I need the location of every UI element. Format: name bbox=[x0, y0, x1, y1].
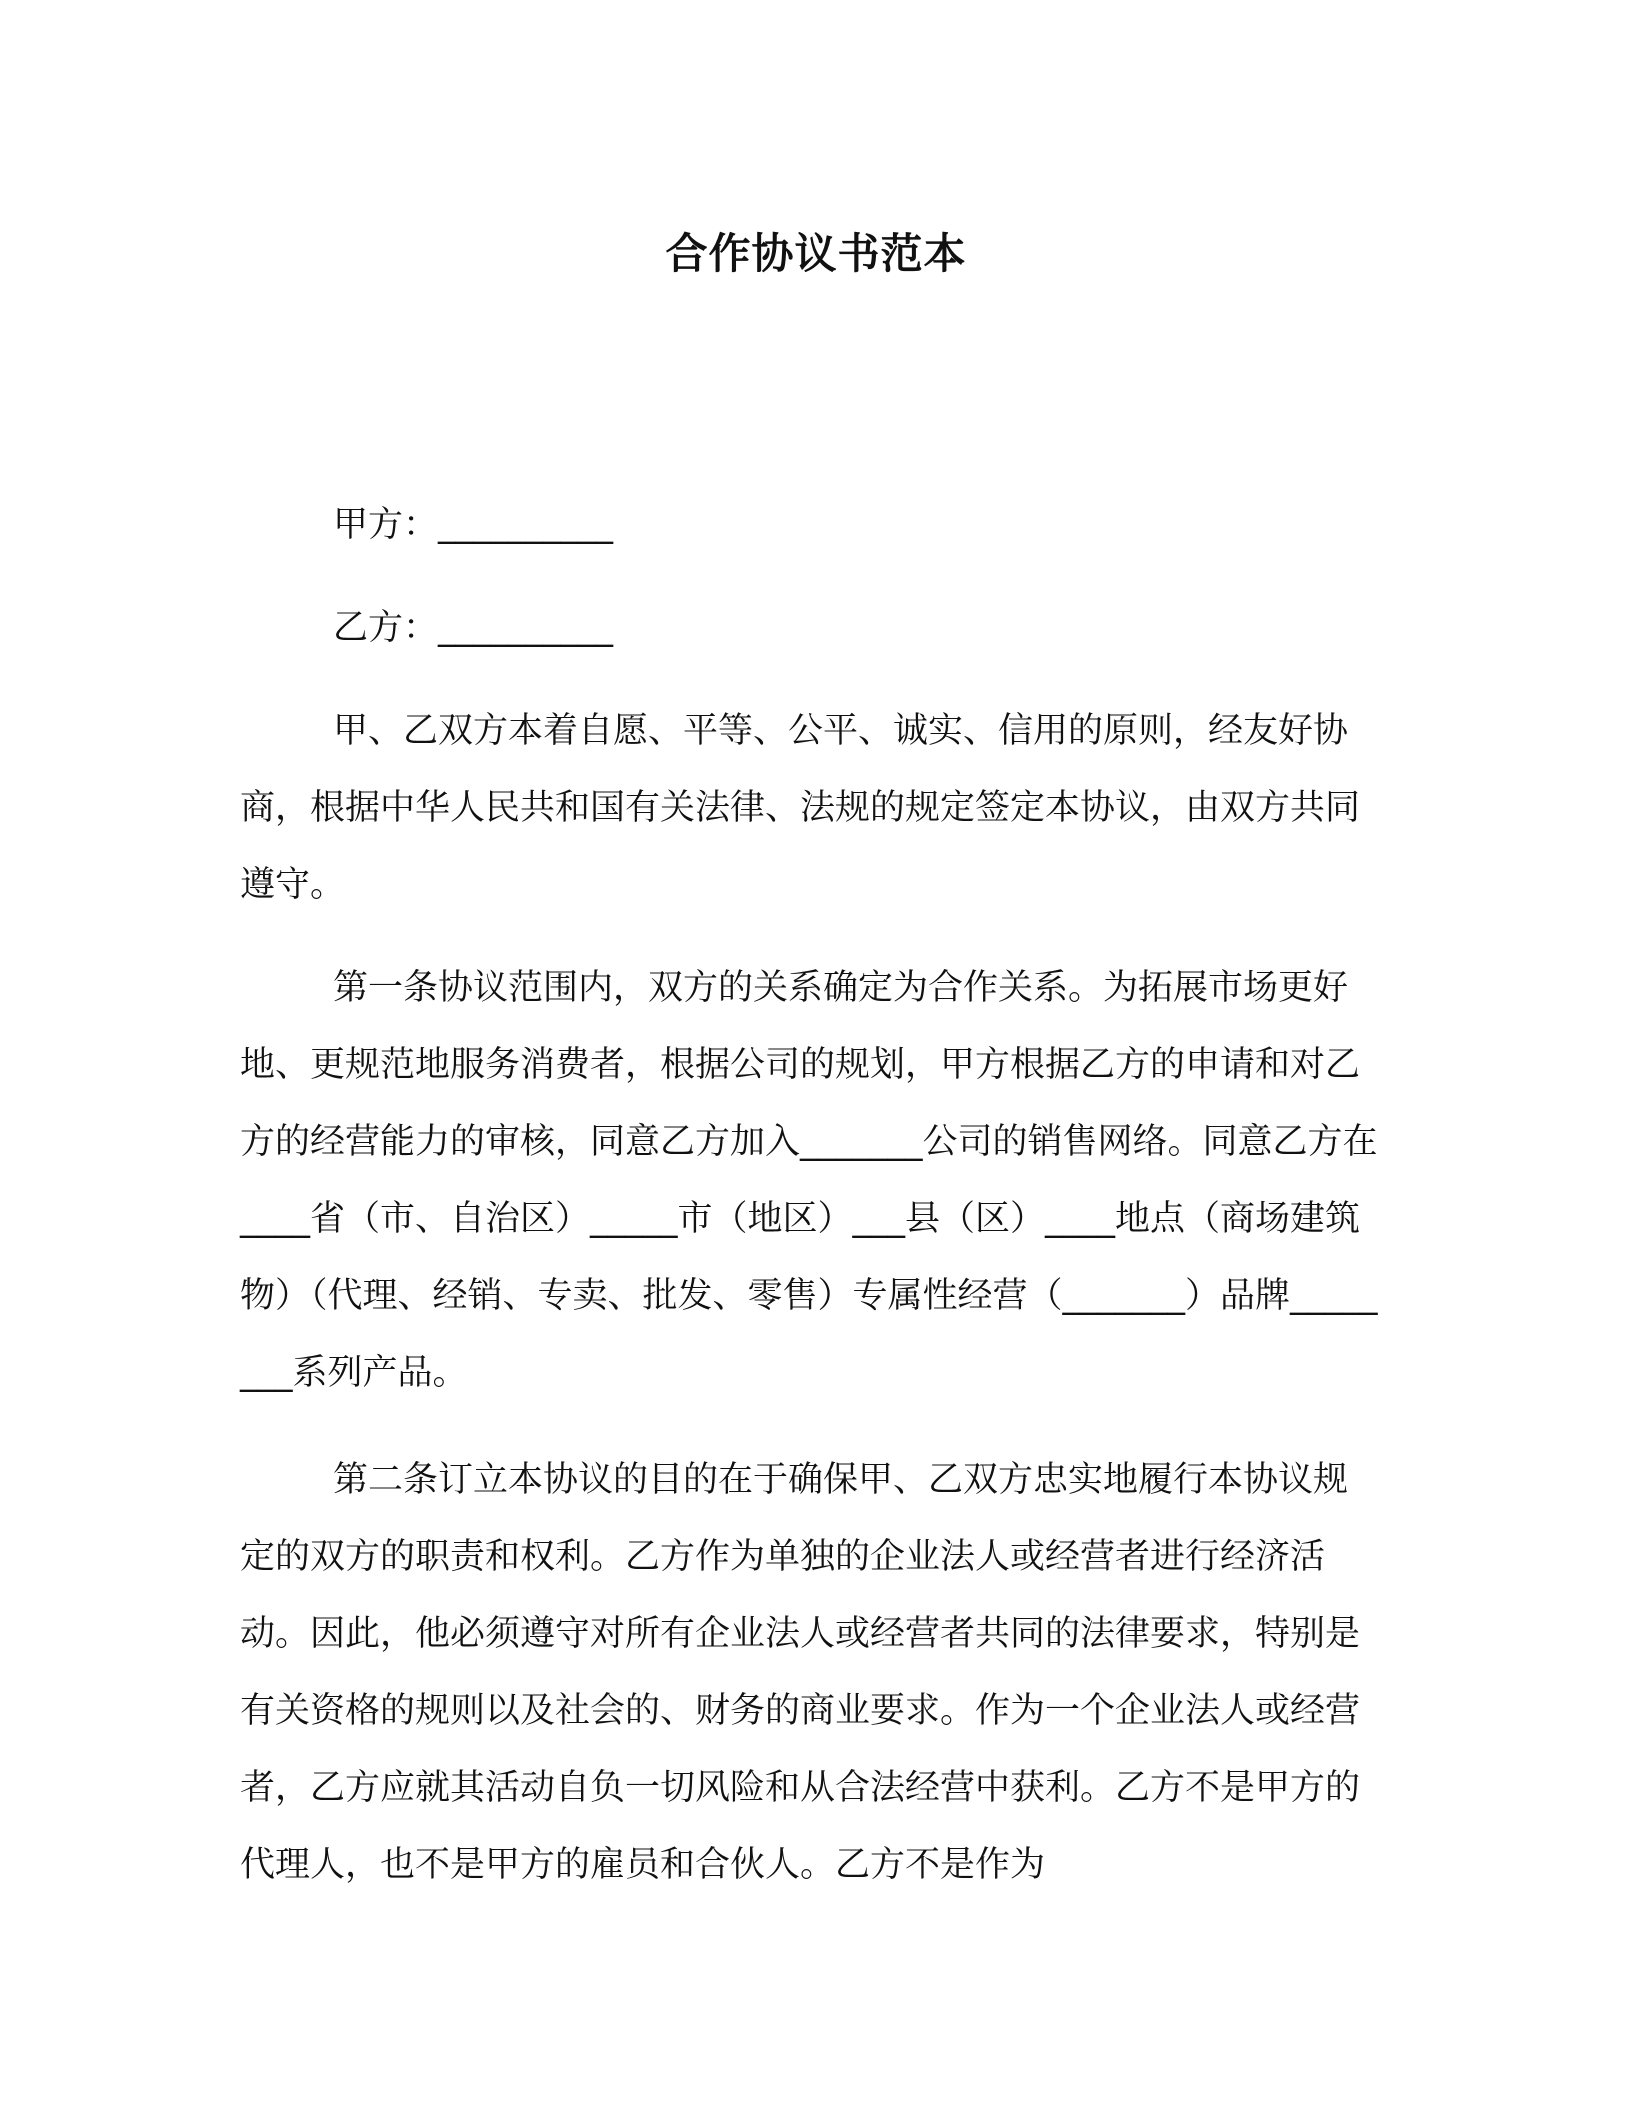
document-title: 合作协议书范本 bbox=[665, 229, 967, 278]
party-a-line: 甲方：__________ bbox=[333, 505, 614, 545]
article-1-paragraph: 第一条协议范围内，双方的关系确定为合作关系。为拓展市场更好地、更规范地服务消费者，根据公司的规划，甲方根据乙方的申请和对乙方的经营能力的审核，同意乙方加入_______公司的销售网络。同意乙方在____省（市、自治区）_____市（地区）___县（区）____地点（商场建筑物）（代理、经销、专卖、批发、零售）专属性经营（_______）品牌________系列产品。 bbox=[240, 968, 1378, 1393]
article-2-paragraph: 第二条订立本协议的目的在于确保甲、乙双方忠实地履行本协议规定的双方的职责和权利。乙方作为单独的企业法人或经营者进行经济活动。因此，他必须遵守对所有企业法人或经营者共同的法律要求，特别是有关资格的规则以及社会的、财务的商业要求。作为一个企业法人或经营者，乙方应就其活动自负一切风险和从合法经营中获利。乙方不是甲方的代理人，也不是甲方的雇员和合伙人。乙方不是作为 bbox=[240, 1460, 1361, 1885]
intro-paragraph: 甲、乙双方本着自愿、平等、公平、诚实、信用的原则，经友好协商，根据中华人民共和国有关法律、法规的规定签定本协议，由双方共同遵守。 bbox=[240, 711, 1361, 905]
party-b-line: 乙方：__________ bbox=[333, 608, 614, 648]
